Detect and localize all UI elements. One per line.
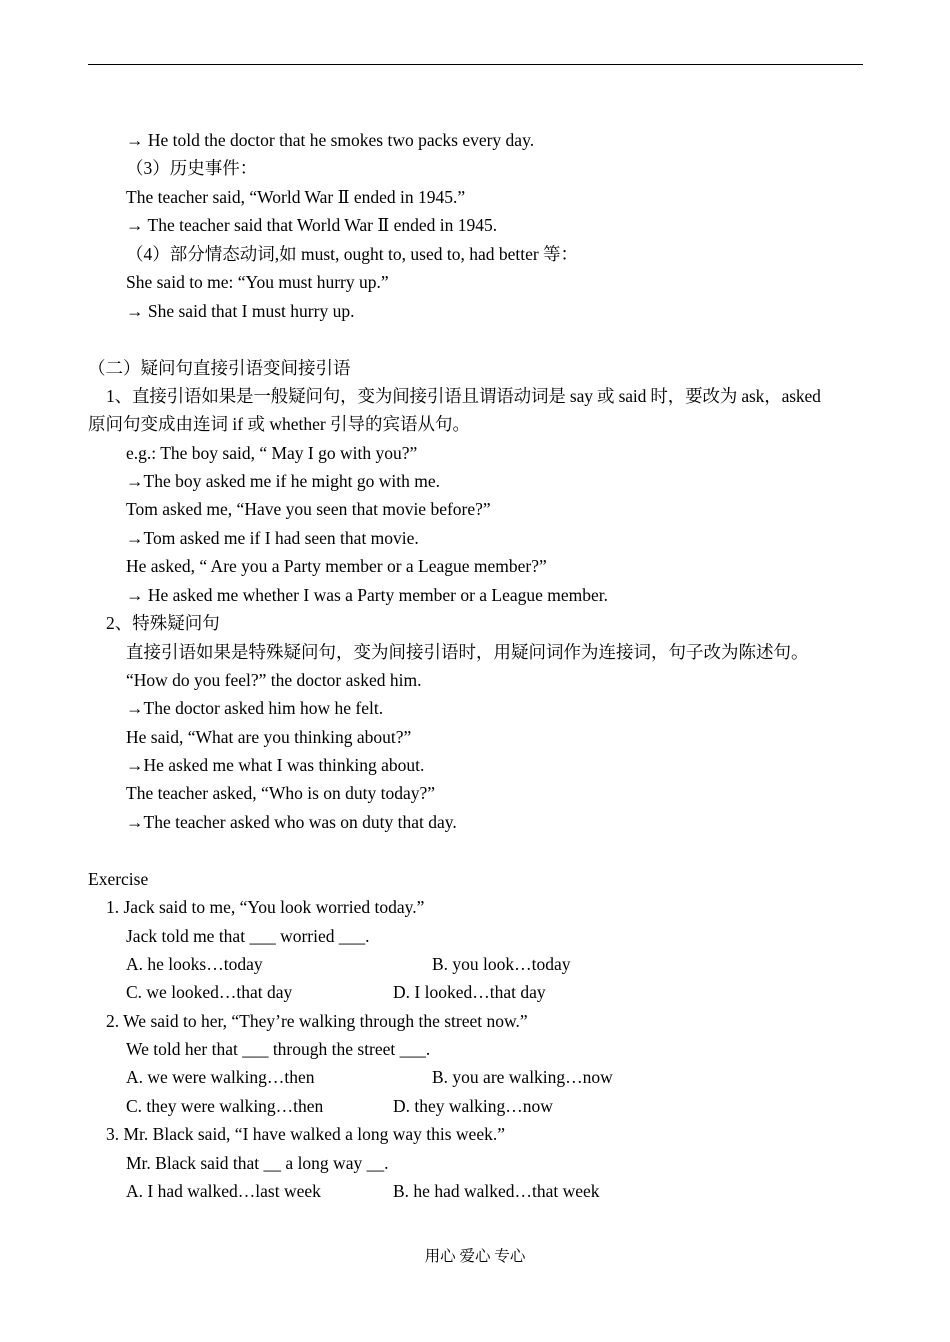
- example-line: →The teacher asked who was on duty that day.: [126, 812, 457, 832]
- example-line: →Tom asked me if I had seen that movie.: [126, 528, 419, 548]
- example-line: He said, “What are you thinking about?”: [126, 727, 412, 747]
- example-line: →He asked me what I was thinking about.: [126, 755, 425, 775]
- example-line: Tom asked me, “Have you seen that movie before?”: [126, 499, 491, 519]
- example-line: → He asked me whether I was a Party member or a League member.: [126, 585, 609, 605]
- option-b: B. he had walked…that week: [393, 1181, 600, 1201]
- exercise-title: Exercise: [88, 869, 149, 889]
- page-footer: 用心 爱心 专心: [424, 1248, 526, 1265]
- text-line: She said to me: “You must hurry up.”: [126, 272, 389, 292]
- text-line: → He told the doctor that he smokes two packs every day.: [126, 130, 535, 150]
- option-c: C. they were walking…then: [126, 1096, 324, 1116]
- question-stem: 1. Jack said to me, “You look worried today.”: [106, 897, 425, 917]
- question-stem: 2. We said to her, “They’re walking through the street now.”: [106, 1011, 528, 1031]
- example-line: He asked, “ Are you a Party member or a League member?”: [126, 556, 547, 576]
- example-line: “How do you feel?” the doctor asked him.: [126, 670, 422, 690]
- question-blank: Jack told me that ___ worried ___.: [126, 926, 370, 946]
- text-line: → The teacher said that World War Ⅱ ended in 1945.: [126, 215, 498, 235]
- question-blank: We told her that ___ through the street ___.: [126, 1039, 431, 1059]
- example-line: e.g.: The boy said, “ May I go with you?”: [126, 443, 418, 463]
- paragraph-line: 1、直接引语如果是一般疑问句，变为间接引语且谓语动词是 say 或 said 时，要改为 ask，asked: [106, 386, 821, 406]
- header-rule: [88, 64, 863, 65]
- question-stem: 3. Mr. Black said, “I have walked a long way this week.”: [106, 1124, 505, 1144]
- subsection-title: 2、特殊疑问句: [106, 613, 220, 633]
- text-line: （4）部分情态动词,如 must, ought to, used to, had better 等：: [126, 244, 579, 264]
- example-line: →The doctor asked him how he felt.: [126, 698, 384, 718]
- option-c: C. we looked…that day: [126, 982, 293, 1002]
- question-blank: Mr. Black said that __ a long way __.: [126, 1153, 389, 1173]
- option-b: B. you look…today: [432, 954, 571, 974]
- example-line: The teacher asked, “Who is on duty today?”: [126, 783, 436, 803]
- option-a: A. I had walked…last week: [126, 1181, 321, 1201]
- example-line: →The boy asked me if he might go with me.: [126, 471, 440, 491]
- text-line: → She said that I must hurry up.: [126, 301, 355, 321]
- section-heading: （二）疑问句直接引语变间接引语: [88, 358, 351, 378]
- paragraph-line: 原问句变成由连词 if 或 whether 引导的宾语从句。: [88, 414, 471, 434]
- text-line: The teacher said, “World War Ⅱ ended in 1945.”: [126, 187, 466, 207]
- option-a: A. we were walking…then: [126, 1067, 315, 1087]
- paragraph-line: 直接引语如果是特殊疑问句，变为间接引语时，用疑问词作为连接词，句子改为陈述句。: [126, 642, 809, 662]
- text-line: （3）历史事件：: [126, 158, 258, 178]
- option-b: B. you are walking…now: [432, 1067, 613, 1087]
- option-d: D. I looked…that day: [393, 982, 546, 1002]
- option-a: A. he looks…today: [126, 954, 263, 974]
- option-d: D. they walking…now: [393, 1096, 553, 1116]
